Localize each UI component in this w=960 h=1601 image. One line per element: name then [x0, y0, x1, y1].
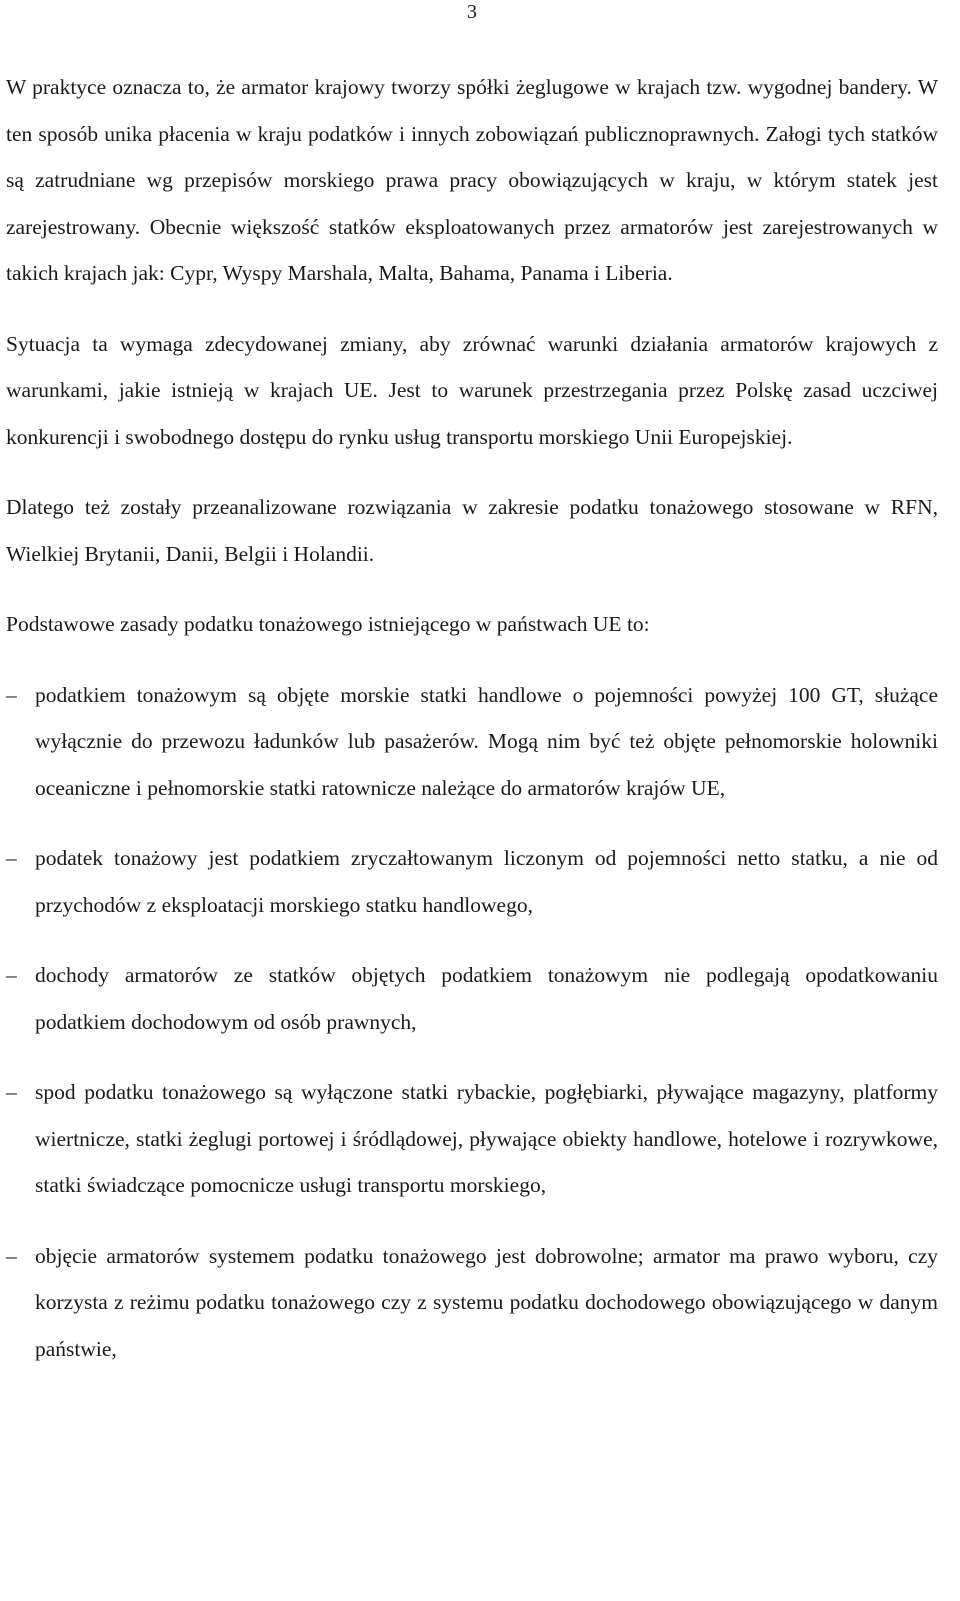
- list-item: [6, 1069, 938, 1209]
- list-item-text: podatek tonażowy jest podatkiem zryczałtowanym liczonym od pojemności netto statku, a nie od przychodów z eksploatacji morskiego statku handlowego,: [35, 846, 938, 917]
- document-body: [6, 64, 938, 1396]
- paragraph-change-required: Sytuacja ta wymaga zdecydowanej zmiany, aby zrównać warunki działania armatorów krajowych z warunkami, jakie istnieją w krajach UE. Jest to warunek przestrzegania przez Polskę zasad uczciwej konkurencji i swobodnego dostępu do rynku usług transportu morskiego Unii Europejskiej.: [6, 331, 938, 449]
- page-number: 3: [467, 1, 477, 23]
- list-item-text: dochody armatorów ze statków objętych podatkiem tonażowym nie podlegają opodatkowaniu podatkiem dochodowym od osób prawnych,: [35, 963, 938, 1034]
- list-item: [6, 672, 938, 812]
- principles-list: [6, 672, 938, 1373]
- list-item: [6, 835, 938, 928]
- list-dash: –: [6, 1243, 17, 1268]
- paragraph-flag-of-convenience: W praktyce oznacza to, że armator krajowy tworzy spółki żeglugowe w krajach tzw. wygodnej bandery. W ten sposób unika płacenia w kraju podatków i innych zobowiązań publicznoprawnych. Załogi tych statków są zatrudniane wg przepisów morskiego prawa pracy obowiązujących w kraju, w którym statek jest zarejestrowany. Obecnie większość statków eksploatowanych przez armatorów jest zarejestrowanych w takich krajach jak: Cypr, Wyspy Marshala, Malta, Bahama, Panama i Liberia.: [6, 75, 938, 285]
- list-item-text: objęcie armatorów systemem podatku tonażowego jest dobrowolne; armator ma prawo wyboru, czy korzysta z reżimu podatku tonażowego czy z systemu podatku dochodowego obowiązującego w danym państwie,: [35, 1243, 938, 1361]
- list-item-text: podatkiem tonażowym są objęte morskie statki handlowe o pojemności powyżej 100 GT, służące wyłącznie do przewozu ładunków lub pasażerów. Mogą nim być też objęte pełnomorskie holowniki oceaniczne i pełnomorskie statki ratownicze należące do armatorów krajów UE,: [35, 682, 938, 800]
- paragraph-analysis: Dlatego też zostały przeanalizowane rozwiązania w zakresie podatku tonażowego stosowane w RFN, Wielkiej Brytanii, Danii, Belgii i Holandii.: [6, 495, 938, 566]
- list-dash: –: [6, 1080, 17, 1104]
- list-item: [6, 1233, 938, 1373]
- list-dash: –: [6, 682, 17, 707]
- paragraph-principles-intro: Podstawowe zasady podatku tonażowego istniejącego w państwach UE to:: [6, 612, 650, 636]
- list-item: [6, 952, 938, 1045]
- list-dash: –: [6, 963, 17, 987]
- list-item-text: spod podatku tonażowego są wyłączone statki rybackie, pogłębiarki, pływające magazyny, platformy wiertnicze, statki żeglugi portowej i śródlądowej, pływające obiekty handlowe, hotelowe i rozrywkowe, statki świadczące pomocnicze usługi transportu morskiego,: [35, 1080, 938, 1197]
- list-dash: –: [6, 846, 17, 870]
